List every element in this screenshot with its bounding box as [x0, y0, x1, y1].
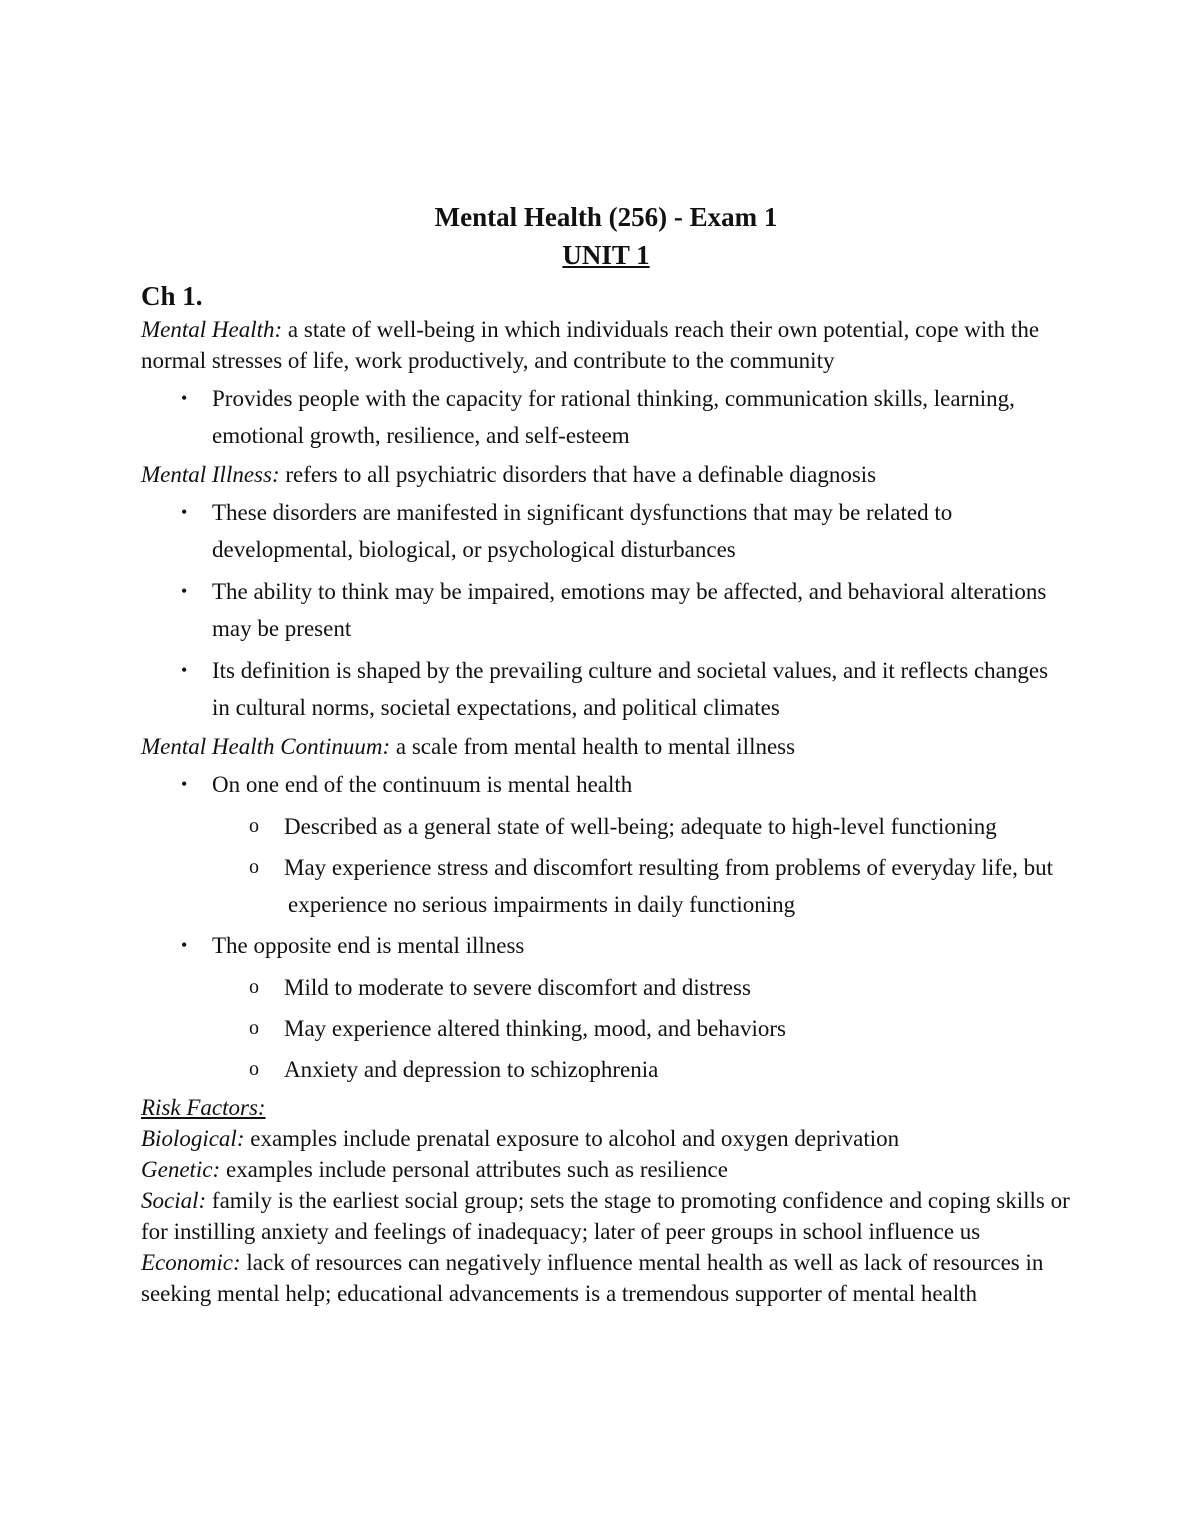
- document-page: [141, 198, 1071, 1309]
- risk-factor-genetic: [141, 1154, 1071, 1185]
- list-item: [141, 969, 1071, 1006]
- risk-factor-text: examples include prenatal exposure to alcohol and oxygen deprivation: [244, 1126, 900, 1151]
- risk-factor-term: Social:: [141, 1188, 207, 1213]
- document-title: Mental Health (256) - Exam 1: [434, 202, 778, 232]
- bullet-text: The ability to think may be impaired, emotions may be affected, and behavioral alterations may be present: [212, 579, 1047, 641]
- list-item: [141, 927, 1071, 964]
- bullet-text: These disorders are manifested in significant dysfunctions that may be related to developmental, biological, or psychological disturbances: [212, 500, 953, 562]
- list-item: [141, 1010, 1071, 1047]
- bullet-icon: •: [181, 660, 188, 680]
- bullet-icon: •: [181, 935, 188, 955]
- mental-illness-text: refers to all psychiatric disorders that have a definable diagnosis: [279, 462, 877, 487]
- mental-illness-definition: [141, 459, 1071, 490]
- continuum-text: a scale from mental health to mental illness: [390, 734, 796, 759]
- mental-illness-term: Mental Illness:: [141, 462, 280, 487]
- bullet-text: The opposite end is mental illness: [212, 933, 525, 958]
- risk-factor-text: family is the earliest social group; sets the stage to promoting confidence and coping skills or for instilling anxiety and feelings of inadequacy; later of peer groups in school influence us: [141, 1188, 1070, 1244]
- sub-bullet-text: Anxiety and depression to schizophrenia: [284, 1057, 659, 1082]
- list-item: [141, 494, 1071, 568]
- sub-bullet-text: Described as a general state of well-being; adequate to high-level functioning: [284, 814, 997, 839]
- circle-bullet-icon: o: [249, 1017, 259, 1039]
- circle-bullet-icon: o: [249, 976, 259, 998]
- bullet-icon: •: [181, 388, 188, 408]
- risk-factor-term: Biological:: [141, 1126, 245, 1151]
- circle-bullet-icon: o: [249, 1058, 259, 1080]
- risk-factor-economic: [141, 1247, 1071, 1309]
- bullet-icon: •: [181, 502, 188, 522]
- risk-factor-term: Genetic:: [141, 1157, 221, 1182]
- risk-factors-title: Risk Factors:: [141, 1095, 266, 1120]
- continuum-term: Mental Health Continuum:: [141, 734, 391, 759]
- mental-health-term: Mental Health:: [141, 317, 283, 342]
- list-item: [141, 849, 1071, 923]
- mental-health-bullets: [141, 380, 1071, 454]
- list-item: [141, 808, 1071, 845]
- continuum-health-subs: [141, 808, 1071, 923]
- list-item: [141, 766, 1071, 803]
- list-item: [141, 380, 1071, 454]
- bullet-icon: •: [181, 581, 188, 601]
- risk-factor-text: examples include personal attributes such as resilience: [220, 1157, 728, 1182]
- risk-factor-text: lack of resources can negatively influence mental health as well as lack of resources in seeking mental help; educational advancements is a tremendous supporter of mental health: [141, 1250, 1044, 1306]
- circle-bullet-icon: o: [249, 815, 259, 837]
- continuum-bullets-2: [141, 927, 1071, 964]
- circle-bullet-icon: o: [249, 856, 259, 878]
- risk-factor-social: [141, 1185, 1071, 1247]
- continuum-definition: [141, 731, 1071, 762]
- risk-factor-term: Economic:: [141, 1250, 241, 1275]
- risk-factor-biological: [141, 1123, 1071, 1154]
- mental-health-definition: [141, 314, 1071, 376]
- bullet-text: Provides people with the capacity for rational thinking, communication skills, learning, emotional growth, resilience, and self-esteem: [212, 386, 1015, 448]
- bullet-icon: •: [181, 774, 188, 794]
- bullet-text: Its definition is shaped by the prevailing culture and societal values, and it reflects changes in cultural norms, societal expectations, and political climates: [212, 658, 1049, 720]
- risk-factors-heading: [141, 1092, 1071, 1123]
- unit-heading: UNIT 1: [562, 240, 650, 270]
- continuum-bullets: [141, 766, 1071, 803]
- continuum-illness-subs: [141, 969, 1071, 1088]
- mental-health-text: a state of well-being in which individuals reach their own potential, cope with the normal stresses of life, work productively, and contribute to the community: [141, 317, 1040, 373]
- sub-bullet-text: May experience altered thinking, mood, and behaviors: [284, 1016, 787, 1041]
- bullet-text: On one end of the continuum is mental health: [212, 772, 633, 797]
- sub-bullet-text: May experience stress and discomfort resulting from problems of everyday life, but experience no serious impairments in daily functioning: [284, 855, 1053, 917]
- mental-illness-bullets: [141, 494, 1071, 726]
- sub-bullet-text: Mild to moderate to severe discomfort and distress: [284, 975, 751, 1000]
- list-item: [141, 573, 1071, 647]
- list-item: [141, 1051, 1071, 1088]
- list-item: [141, 652, 1071, 726]
- chapter-heading: Ch 1.: [141, 281, 203, 311]
